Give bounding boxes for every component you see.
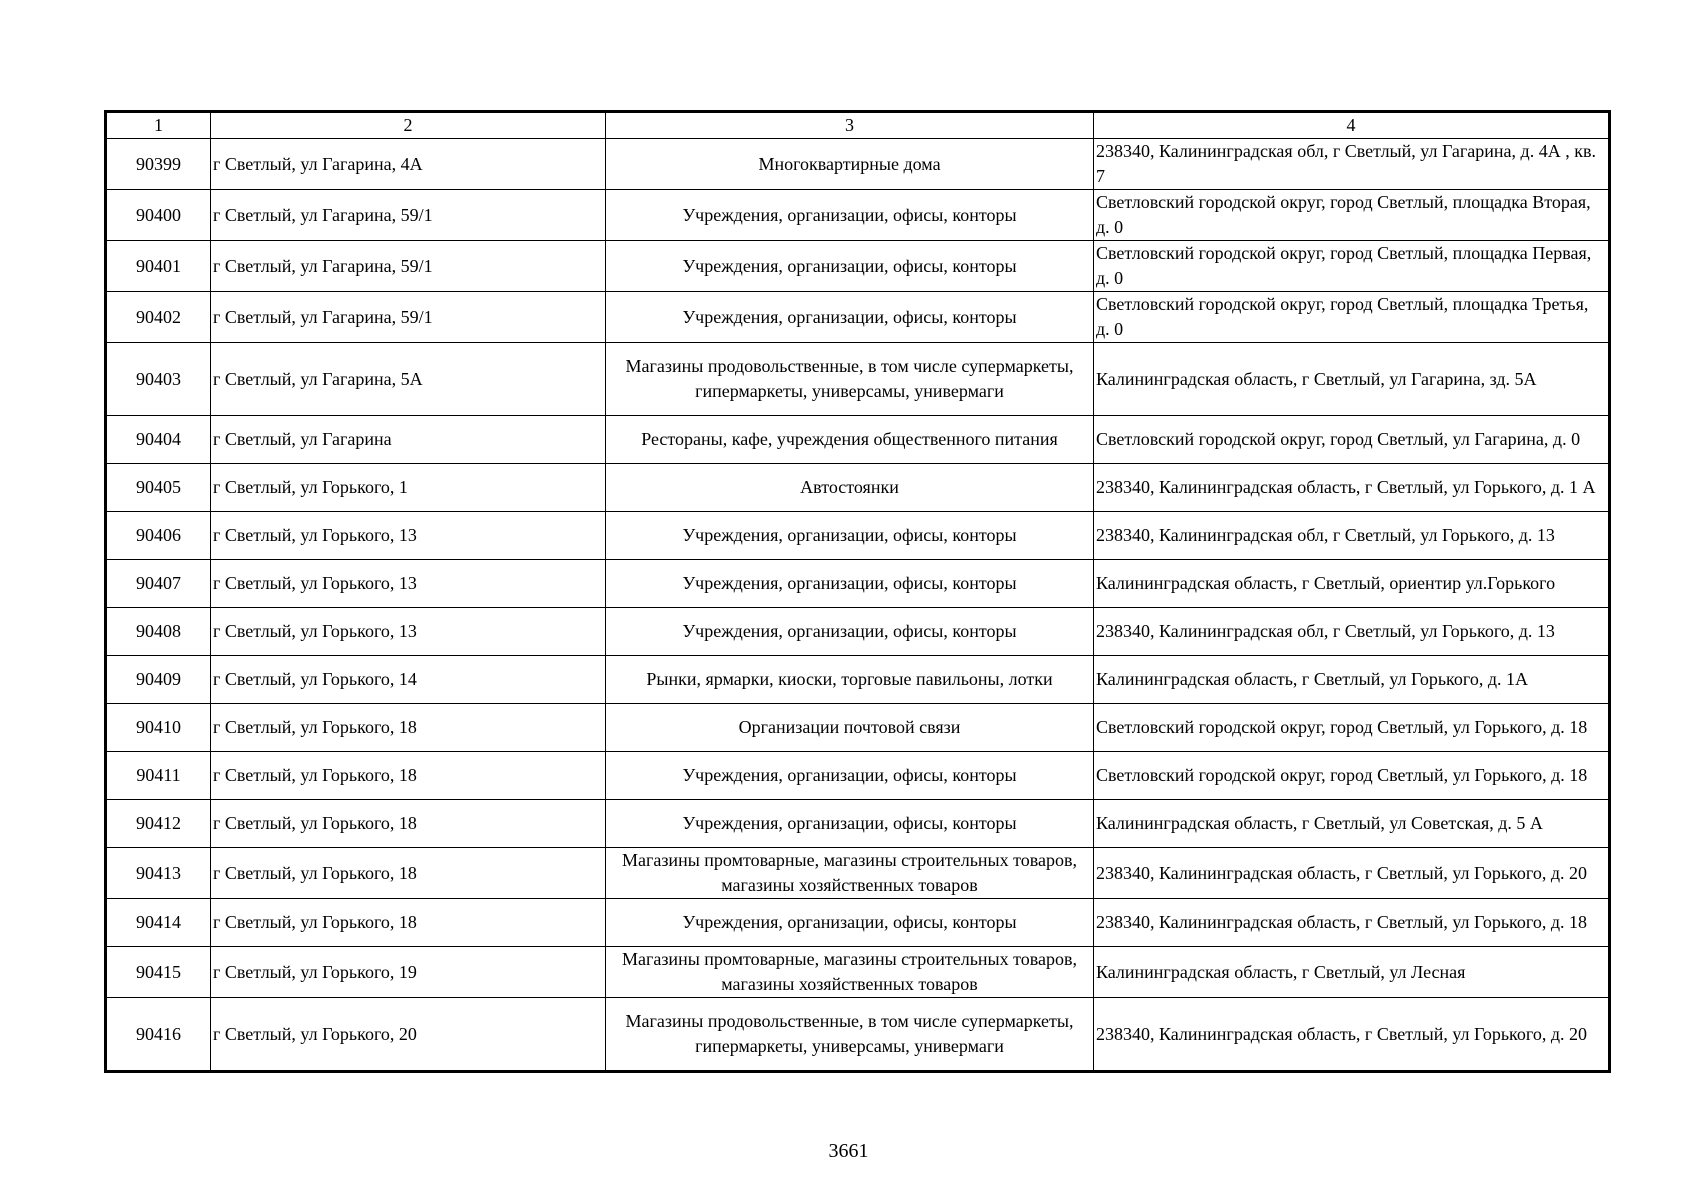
address-cell: г Светлый, ул Горького, 20	[211, 998, 606, 1072]
address-cell: г Светлый, ул Горького, 19	[211, 947, 606, 998]
column-header: 1	[106, 112, 211, 139]
address-cell: г Светлый, ул Гагарина, 5А	[211, 343, 606, 416]
object-id-cell: 90416	[106, 998, 211, 1072]
object-id-cell: 90414	[106, 899, 211, 947]
object-id-cell: 90399	[106, 139, 211, 190]
object-id-cell: 90410	[106, 704, 211, 752]
object-id-cell: 90403	[106, 343, 211, 416]
full-address-cell: Калининградская область, г Светлый, ориентир ул.Горького	[1094, 560, 1610, 608]
category-cell: Учреждения, организации, офисы, конторы	[606, 292, 1094, 343]
object-id-cell: 90401	[106, 241, 211, 292]
full-address-cell: Светловский городской округ, город Светлый, площадка Первая, д. 0	[1094, 241, 1610, 292]
category-cell: Учреждения, организации, офисы, конторы	[606, 560, 1094, 608]
table-row	[106, 512, 1610, 560]
full-address-cell: Светловский городской округ, город Светлый, площадка Вторая, д. 0	[1094, 190, 1610, 241]
category-cell: Учреждения, организации, офисы, конторы	[606, 608, 1094, 656]
page-number: 3661	[828, 1140, 869, 1162]
table-row	[106, 947, 1610, 998]
full-address-cell: Светловский городской округ, город Светлый, ул Горького, д. 18	[1094, 704, 1610, 752]
object-id-cell: 90409	[106, 656, 211, 704]
address-cell: г Светлый, ул Гагарина, 59/1	[211, 292, 606, 343]
full-address-cell: Светловский городской округ, город Светлый, площадка Третья, д. 0	[1094, 292, 1610, 343]
category-cell: Магазины промтоварные, магазины строительных товаров, магазины хозяйственных товаров	[606, 947, 1094, 998]
full-address-cell: Калининградская область, г Светлый, ул Горького, д. 1А	[1094, 656, 1610, 704]
category-cell: Учреждения, организации, офисы, конторы	[606, 190, 1094, 241]
object-id-cell: 90404	[106, 416, 211, 464]
table-row	[106, 241, 1610, 292]
table-row	[106, 292, 1610, 343]
table-row	[106, 848, 1610, 899]
address-cell: г Светлый, ул Горького, 18	[211, 899, 606, 947]
object-id-cell: 90406	[106, 512, 211, 560]
address-cell: г Светлый, ул Горького, 14	[211, 656, 606, 704]
table-row	[106, 464, 1610, 512]
address-cell: г Светлый, ул Гагарина, 59/1	[211, 190, 606, 241]
object-id-cell: 90411	[106, 752, 211, 800]
category-cell: Магазины промтоварные, магазины строительных товаров, магазины хозяйственных товаров	[606, 848, 1094, 899]
object-id-cell: 90413	[106, 848, 211, 899]
category-cell: Рынки, ярмарки, киоски, торговые павильоны, лотки	[606, 656, 1094, 704]
address-cell: г Светлый, ул Горького, 18	[211, 848, 606, 899]
table-row	[106, 343, 1610, 416]
full-address-cell: 238340, Калининградская область, г Светлый, ул Горького, д. 20	[1094, 848, 1610, 899]
full-address-cell: 238340, Калининградская обл, г Светлый, ул Гагарина, д. 4А , кв. 7	[1094, 139, 1610, 190]
column-header: 3	[606, 112, 1094, 139]
category-cell: Магазины продовольственные, в том числе супермаркеты, гипермаркеты, универсамы, универмаги	[606, 998, 1094, 1072]
table-row	[106, 899, 1610, 947]
table-row	[106, 752, 1610, 800]
full-address-cell: Калининградская область, г Светлый, ул Гагарина, зд. 5А	[1094, 343, 1610, 416]
table-row	[106, 608, 1610, 656]
table-row	[106, 416, 1610, 464]
column-header: 2	[211, 112, 606, 139]
category-cell: Магазины продовольственные, в том числе супермаркеты, гипермаркеты, универсамы, универмаги	[606, 343, 1094, 416]
address-cell: г Светлый, ул Гагарина, 4А	[211, 139, 606, 190]
full-address-cell: 238340, Калининградская обл, г Светлый, ул Горького, д. 13	[1094, 512, 1610, 560]
full-address-cell: Калининградская область, г Светлый, ул Лесная	[1094, 947, 1610, 998]
full-address-cell: 238340, Калининградская область, г Светлый, ул Горького, д. 18	[1094, 899, 1610, 947]
object-id-cell: 90408	[106, 608, 211, 656]
object-id-cell: 90405	[106, 464, 211, 512]
table-row	[106, 560, 1610, 608]
category-cell: Учреждения, организации, офисы, конторы	[606, 800, 1094, 848]
address-cell: г Светлый, ул Гагарина	[211, 416, 606, 464]
object-id-cell: 90400	[106, 190, 211, 241]
category-cell: Учреждения, организации, офисы, конторы	[606, 241, 1094, 292]
object-id-cell: 90402	[106, 292, 211, 343]
full-address-cell: Калининградская область, г Светлый, ул Советская, д. 5 А	[1094, 800, 1610, 848]
object-id-cell: 90412	[106, 800, 211, 848]
column-header: 4	[1094, 112, 1610, 139]
address-cell: г Светлый, ул Горького, 13	[211, 560, 606, 608]
address-cell: г Светлый, ул Гагарина, 59/1	[211, 241, 606, 292]
table-row	[106, 704, 1610, 752]
object-id-cell: 90415	[106, 947, 211, 998]
table-row	[106, 139, 1610, 190]
category-cell: Учреждения, организации, офисы, конторы	[606, 512, 1094, 560]
address-cell: г Светлый, ул Горького, 18	[211, 704, 606, 752]
full-address-cell: Светловский городской округ, город Светлый, ул Горького, д. 18	[1094, 752, 1610, 800]
category-cell: Многоквартирные дома	[606, 139, 1094, 190]
table-row	[106, 800, 1610, 848]
table-row	[106, 656, 1610, 704]
table-row	[106, 998, 1610, 1072]
category-cell: Автостоянки	[606, 464, 1094, 512]
address-cell: г Светлый, ул Горького, 18	[211, 800, 606, 848]
header-row	[106, 112, 1610, 139]
category-cell: Учреждения, организации, офисы, конторы	[606, 899, 1094, 947]
category-cell: Учреждения, организации, офисы, конторы	[606, 752, 1094, 800]
full-address-cell: 238340, Калининградская область, г Светлый, ул Горького, д. 20	[1094, 998, 1610, 1072]
address-cell: г Светлый, ул Горького, 1	[211, 464, 606, 512]
address-cell: г Светлый, ул Горького, 13	[211, 608, 606, 656]
table-row	[106, 190, 1610, 241]
category-cell: Рестораны, кафе, учреждения общественного питания	[606, 416, 1094, 464]
address-cell: г Светлый, ул Горького, 18	[211, 752, 606, 800]
object-id-cell: 90407	[106, 560, 211, 608]
category-cell: Организации почтовой связи	[606, 704, 1094, 752]
address-cell: г Светлый, ул Горького, 13	[211, 512, 606, 560]
full-address-cell: 238340, Калининградская обл, г Светлый, ул Горького, д. 13	[1094, 608, 1610, 656]
full-address-cell: Светловский городской округ, город Светлый, ул Гагарина, д. 0	[1094, 416, 1610, 464]
registry-table	[104, 110, 1611, 1073]
full-address-cell: 238340, Калининградская область, г Светлый, ул Горького, д. 1 А	[1094, 464, 1610, 512]
